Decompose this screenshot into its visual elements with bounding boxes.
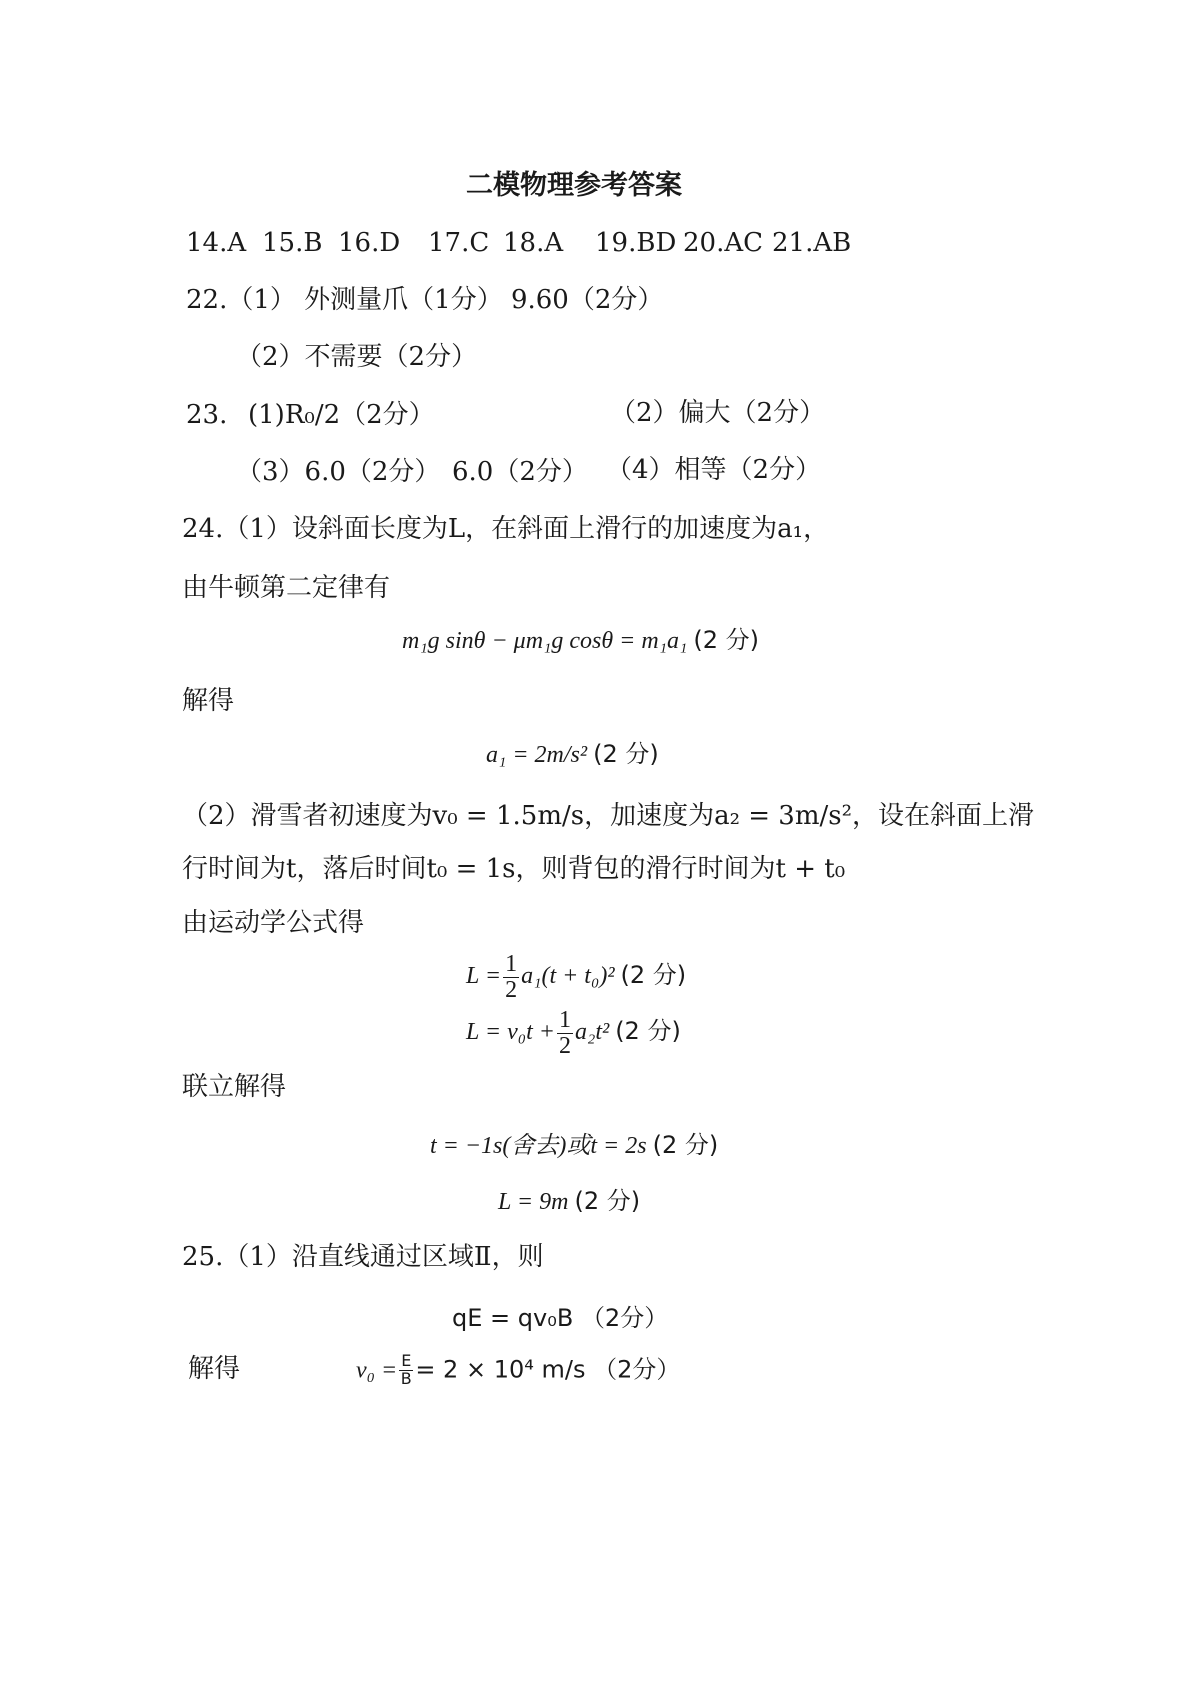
equation-lhs: L = v₀t +: [466, 1019, 555, 1046]
mc-answer: 20.AC: [683, 228, 764, 258]
fraction-half: [557, 1008, 573, 1059]
score-label: (2 分): [574, 1187, 641, 1215]
mc-answer: 17.C: [428, 228, 490, 258]
mc-answer: 21.AB: [772, 228, 852, 258]
equation-text: qE = qv₀B: [452, 1304, 574, 1332]
fraction-numerator: 1: [505, 951, 518, 977]
mc-answer: 16.D: [338, 228, 401, 258]
q24-equation-skier: [466, 1008, 681, 1059]
equation-text: m₁g sinθ − μm₁g cosθ = m₁a₁: [402, 628, 688, 654]
fraction-numerator: E: [401, 1351, 412, 1370]
q25-intro: 25.（1）沿直线通过区域Ⅱ，则: [182, 1242, 544, 1272]
q23-part2: （2）偏大（2分）: [610, 398, 826, 428]
equation-text: t = −1s(舍去)或t = 2s: [430, 1133, 647, 1159]
score-label: (2 分): [593, 740, 659, 768]
score-label: (2 分): [620, 961, 687, 990]
q24-joint-text: 联立解得: [182, 1072, 287, 1102]
q24-part2-line2: 行时间为t，落后时间t₀ = 1s，则背包的滑行时间为t + t₀: [182, 854, 846, 884]
score-label: (2 分): [652, 1131, 719, 1159]
equation-lhs: v₀ =: [356, 1357, 398, 1384]
q23-part3: （3）6.0（2分）: [236, 457, 441, 487]
mc-answer: 14.A: [186, 228, 247, 258]
mc-answer: 15.B: [262, 228, 323, 258]
score-label: （2分）: [580, 1304, 669, 1332]
q24-kinematics-text: 由运动学公式得: [182, 908, 365, 938]
mc-answer: 19.BD: [595, 228, 677, 258]
q24-equation-newton: [402, 628, 759, 653]
q23-part3-second: 6.0（2分）: [452, 457, 588, 487]
q24-equation-length: [498, 1189, 640, 1214]
fraction-denominator: 2: [505, 977, 518, 1004]
score-label: (2 分): [693, 626, 760, 654]
equation-text: L = 9m: [498, 1189, 569, 1215]
equation-lhs: L =: [466, 963, 502, 990]
q24-part2-line1: （2）滑雪者初速度为v₀ = 1.5m/s，加速度为a₂ = 3m/s²，设在斜面上滑: [182, 801, 1035, 831]
q24-equation-time: [430, 1133, 718, 1158]
q23-part1: (1)R₀/2（2分）: [248, 400, 435, 430]
q25-equation-velocity: [356, 1353, 680, 1388]
q24-newton-text: 由牛顿第二定律有: [182, 573, 391, 603]
page-title: 二模物理参考答案: [466, 170, 682, 201]
fraction-numerator: 1: [558, 1007, 571, 1033]
q24-intro: 24.（1）设斜面长度为L，在斜面上滑行的加速度为a₁，: [182, 514, 830, 544]
fraction-half: [503, 952, 519, 1003]
q24-solve-text: 解得: [182, 686, 235, 716]
fraction-denominator: B: [400, 1368, 412, 1388]
q25-solve-text: 解得: [188, 1354, 241, 1384]
q25-equation-force: [452, 1306, 668, 1330]
q24-equation-acceleration: [486, 742, 659, 767]
score-label: （2分）: [593, 1355, 681, 1384]
q23-part4: （4）相等（2分）: [606, 455, 822, 485]
mc-answer: 18.A: [503, 228, 564, 258]
q22-part2: （2）不需要（2分）: [236, 342, 478, 372]
score-label: (2 分): [615, 1017, 681, 1046]
equation-rhs: = 2 × 10⁴ m/s: [415, 1355, 586, 1384]
q23-number: 23.: [186, 400, 228, 430]
equation-rhs: a₁(t + t₀)²: [521, 963, 615, 990]
equation-rhs: a₂t²: [574, 1019, 610, 1046]
q24-equation-backpack: [466, 952, 686, 1003]
fraction-e-over-b: [399, 1353, 413, 1388]
equation-text: a₁ = 2m/s²: [486, 742, 588, 768]
fraction-denominator: 2: [558, 1033, 571, 1060]
q22-part1: 22.（1） 外测量爪（1分） 9.60（2分）: [186, 285, 664, 315]
